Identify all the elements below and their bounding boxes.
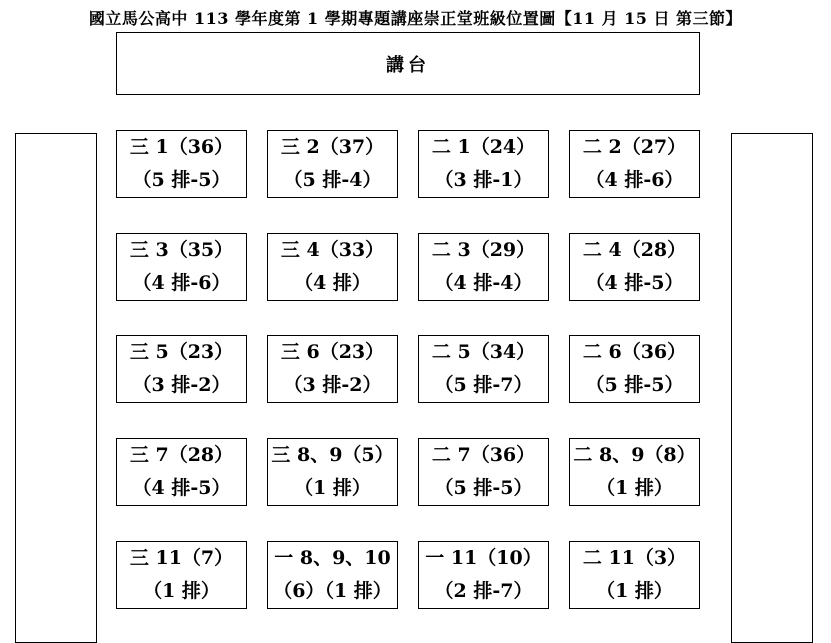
seat-block	[116, 233, 247, 301]
seat-row: （1 排）	[596, 477, 673, 499]
seat-row: （2 排-7）	[434, 580, 533, 602]
seat-block	[569, 335, 700, 403]
page-title: 國立馬公高中 113 學年度第 1 學期專題講座崇正堂班級位置圖【11 月 15 日 第三節】	[88, 9, 743, 28]
seat-row: （5 排-4）	[283, 169, 382, 191]
seat-block	[116, 541, 247, 609]
seat-class: 二 1（24）	[431, 136, 536, 158]
seat-class: 三 1（36）	[129, 136, 234, 158]
seat-class: 三 8、9（5）	[271, 444, 394, 466]
seat-block	[116, 130, 247, 198]
seat-block	[569, 438, 700, 506]
seat-class: 三 7（28）	[129, 444, 234, 466]
seat-class: 二 7（36）	[431, 444, 536, 466]
seat-row: （3 排-2）	[132, 374, 231, 396]
seat-row: （3 排-1）	[434, 169, 533, 191]
seat-row: （1 排）	[596, 580, 673, 602]
seat-row: （1 排）	[143, 580, 220, 602]
seat-block	[267, 130, 398, 198]
seat-row: （4 排-6）	[132, 272, 231, 294]
seat-class: 一 11（10）	[425, 547, 542, 569]
seat-class: 三 6（23）	[280, 341, 385, 363]
seat-row: （4 排-5）	[585, 272, 684, 294]
seat-block	[267, 541, 398, 609]
seat-class: 二 5（34）	[431, 341, 536, 363]
seat-row: （4 排-5）	[132, 477, 231, 499]
seat-row: （5 排-5）	[132, 169, 231, 191]
seat-class: 二 11（3）	[582, 547, 687, 569]
seat-class: 三 2（37）	[280, 136, 385, 158]
seat-block	[569, 541, 700, 609]
seat-row: （4 排-4）	[434, 272, 533, 294]
seat-block	[267, 438, 398, 506]
seat-block	[116, 438, 247, 506]
seat-block	[267, 233, 398, 301]
seat-row: （1 排）	[294, 477, 371, 499]
seat-block	[267, 335, 398, 403]
seat-row: （5 排-7）	[434, 374, 533, 396]
seat-row: （6）（1 排）	[273, 580, 392, 602]
seat-block	[418, 541, 549, 609]
seat-class: 三 11（7）	[129, 547, 234, 569]
seat-block	[418, 130, 549, 198]
seat-class: 三 5（23）	[129, 341, 234, 363]
seat-class: 二 2（27）	[582, 136, 687, 158]
seat-block	[116, 335, 247, 403]
left-aisle-block	[15, 133, 97, 643]
seat-row: （5 排-5）	[434, 477, 533, 499]
seat-block	[569, 130, 700, 198]
seat-block	[418, 335, 549, 403]
seat-row: （4 排）	[294, 272, 371, 294]
seat-class: 三 3（35）	[129, 239, 234, 261]
seat-class: 二 6（36）	[582, 341, 687, 363]
seat-class: 一 8、9、10	[274, 547, 391, 569]
seat-row: （5 排-5）	[585, 374, 684, 396]
seat-block	[569, 233, 700, 301]
seat-row: （3 排-2）	[283, 374, 382, 396]
seat-row: （4 排-6）	[585, 169, 684, 191]
seat-block	[418, 233, 549, 301]
seat-class: 二 8、9（8）	[573, 444, 696, 466]
seat-class: 二 3（29）	[431, 239, 536, 261]
seat-block	[418, 438, 549, 506]
seat-class: 二 4（28）	[582, 239, 687, 261]
podium: 講台	[116, 32, 700, 95]
right-aisle-block	[731, 133, 813, 643]
seat-class: 三 4（33）	[280, 239, 385, 261]
